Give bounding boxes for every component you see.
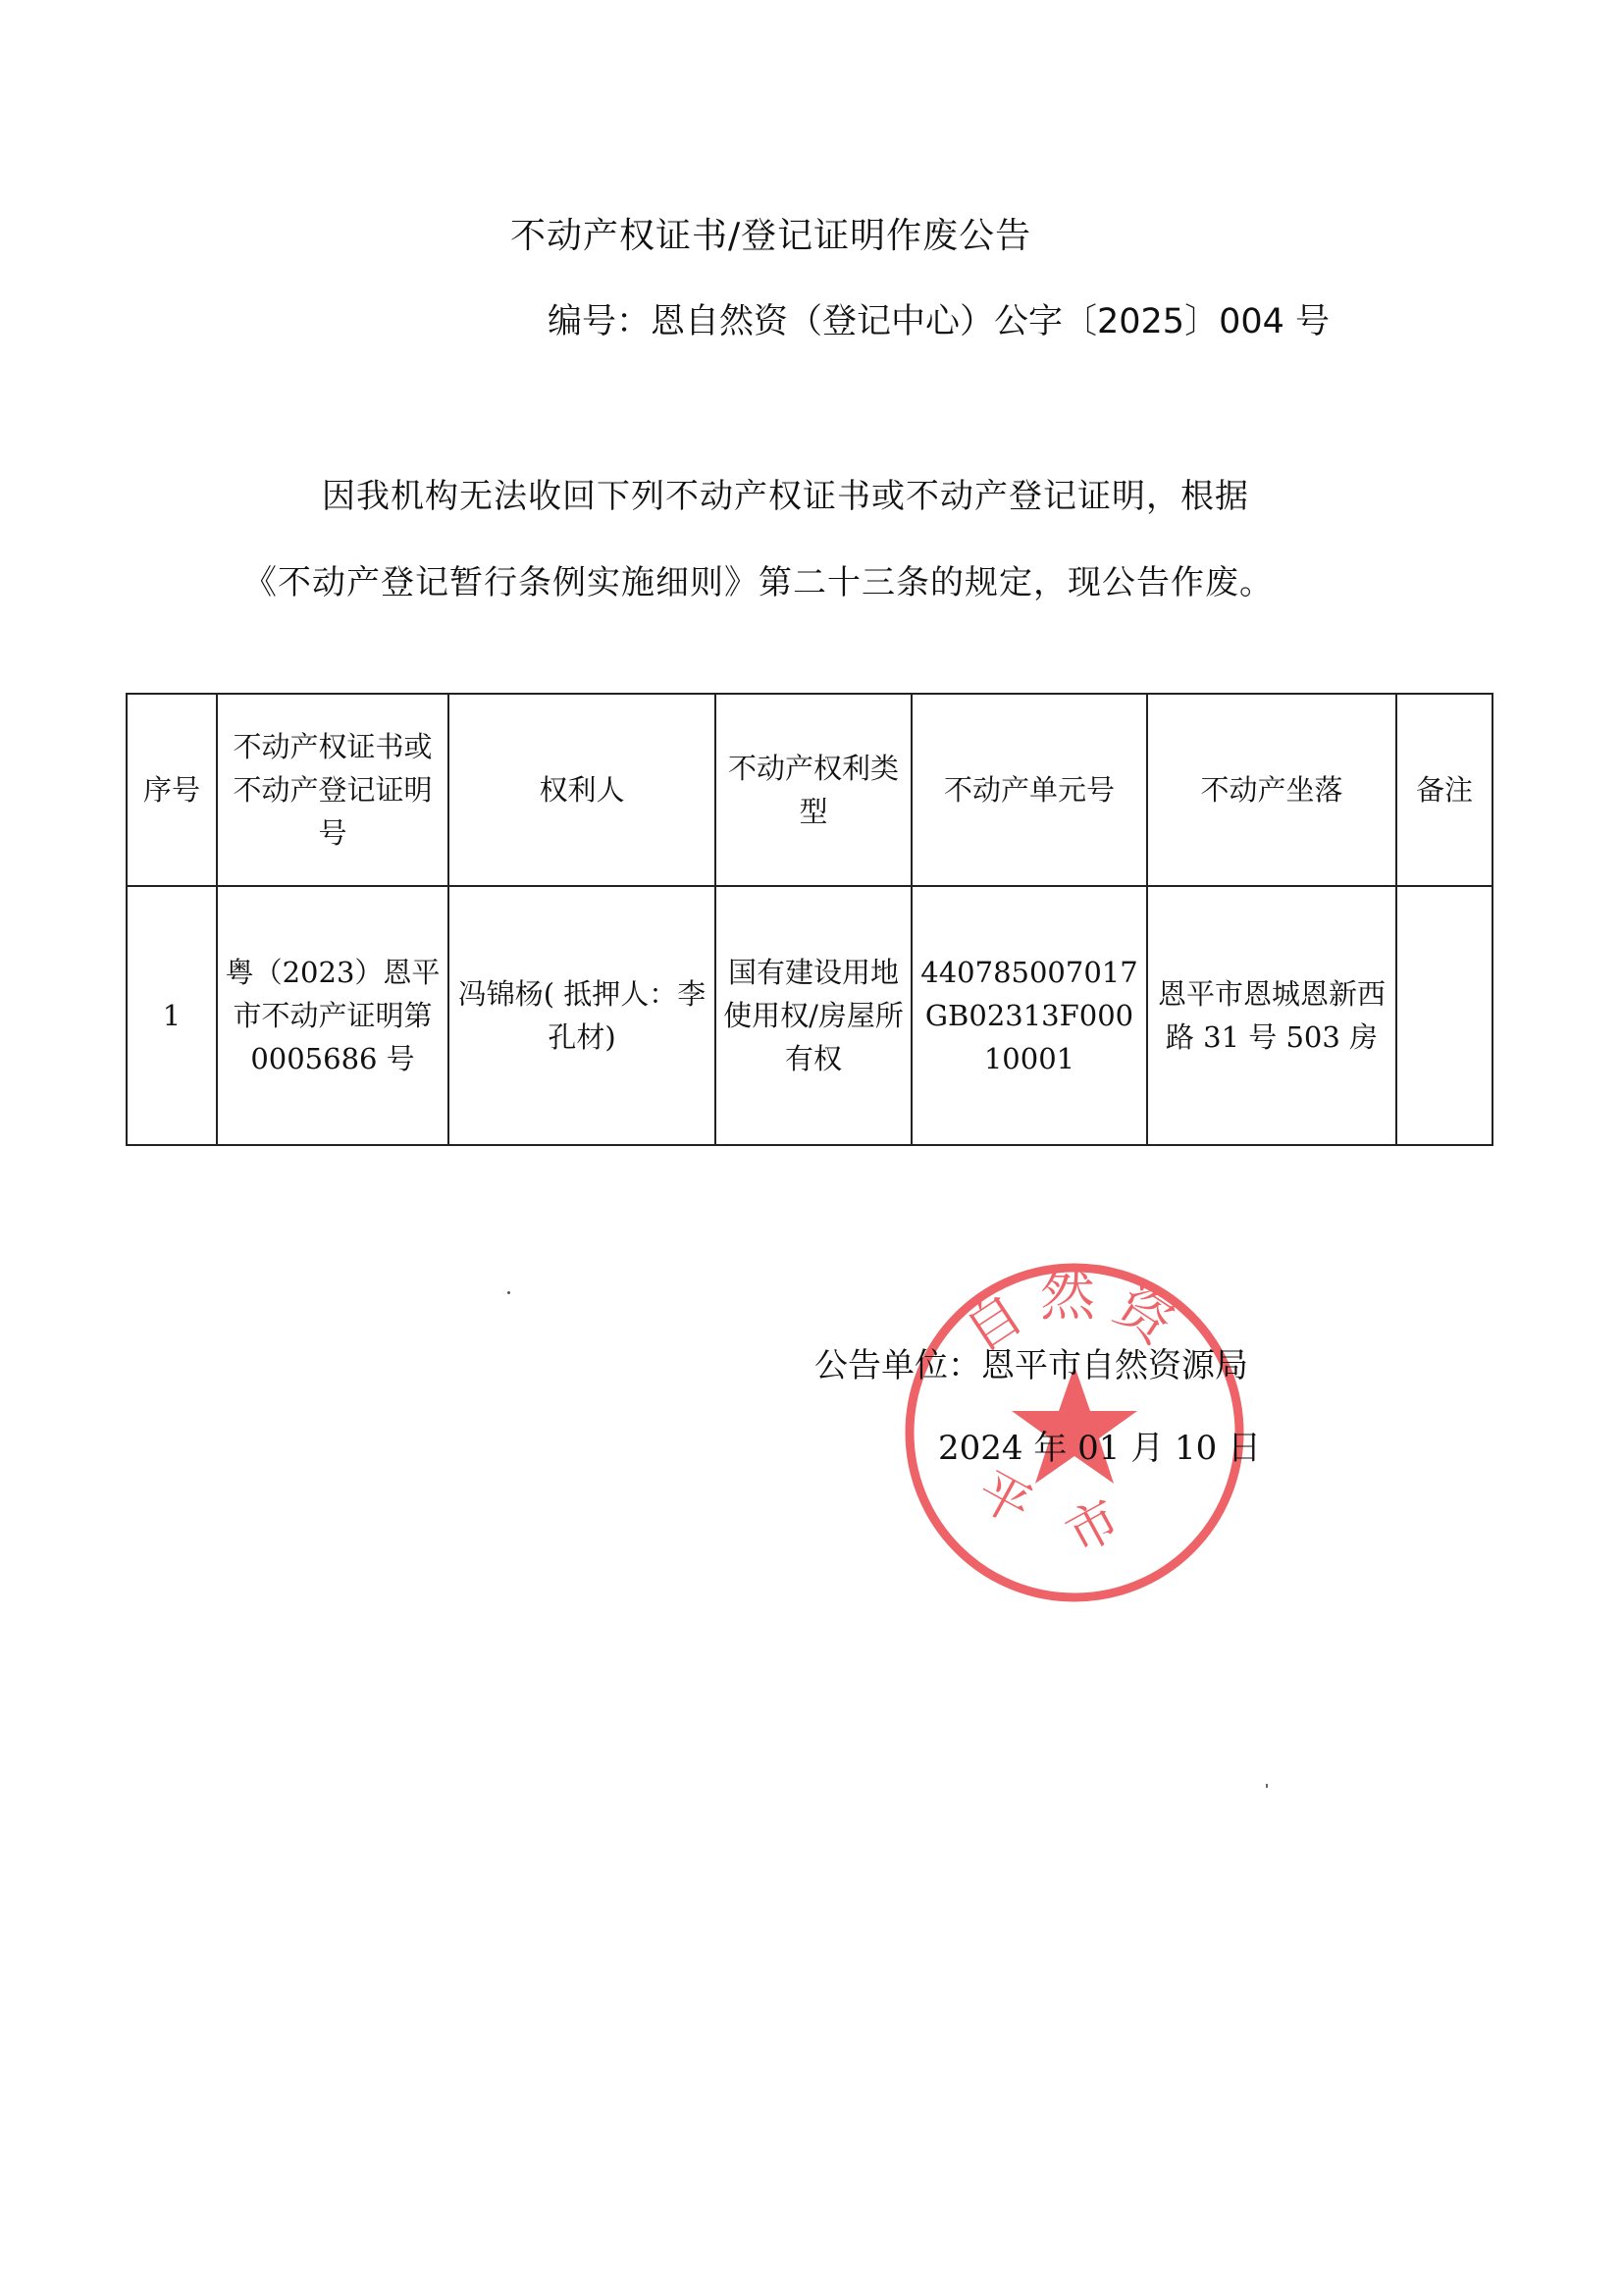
notice-paragraph-line-2: 《不动产登记暂行条例实施细则》第二十三条的规定，现公告作废。	[243, 563, 1274, 602]
header-cell-index: 序号	[127, 694, 217, 886]
header-cell-remarks: 备注	[1396, 694, 1492, 886]
table-header-row	[127, 694, 1492, 886]
cell-unit-no: 440785007017GB02313F00010001	[912, 886, 1147, 1145]
cell-remarks	[1396, 886, 1492, 1145]
table-row	[127, 886, 1492, 1145]
header-cell-unit-no: 不动产单元号	[912, 694, 1147, 886]
cell-index: 1	[127, 886, 217, 1145]
issuing-unit: 公告单位：恩平市自然资源局	[814, 1346, 1248, 1385]
cell-rights-holder: 冯锦杨( 抵押人：李孔材)	[448, 886, 715, 1145]
speck	[1266, 1784, 1268, 1788]
header-cell-rights-holder: 权利人	[448, 694, 715, 886]
seal-text-bottom: 平市	[967, 1461, 1182, 1566]
header-cell-rights-type: 不动产权利类型	[715, 694, 912, 886]
header-cell-certificate-no: 不动产权证书或不动产登记证明号	[217, 694, 448, 886]
issue-date: 2024 年 01 月 10 日	[938, 1429, 1262, 1468]
certificate-table	[126, 693, 1493, 1146]
svg-text:平市	[968, 1461, 1181, 1565]
speck	[507, 1291, 510, 1294]
cell-certificate-no: 粤（2023）恩平市不动产证明第 0005686 号	[217, 886, 448, 1145]
cell-location: 恩平市恩城恩新西路 31 号 503 房	[1147, 886, 1396, 1145]
seal-text-top: 自然资	[953, 1265, 1196, 1365]
cell-rights-type: 国有建设用地使用权/房屋所有权	[715, 886, 912, 1145]
notice-title: 不动产权证书/登记证明作废公告	[510, 216, 1032, 256]
document-number: 编号：恩自然资（登记中心）公字〔2025〕004 号	[548, 302, 1331, 341]
notice-paragraph-line-1: 因我机构无法收回下列不动产权证书或不动产登记证明，根据	[322, 477, 1249, 516]
header-cell-location: 不动产坐落	[1147, 694, 1396, 886]
